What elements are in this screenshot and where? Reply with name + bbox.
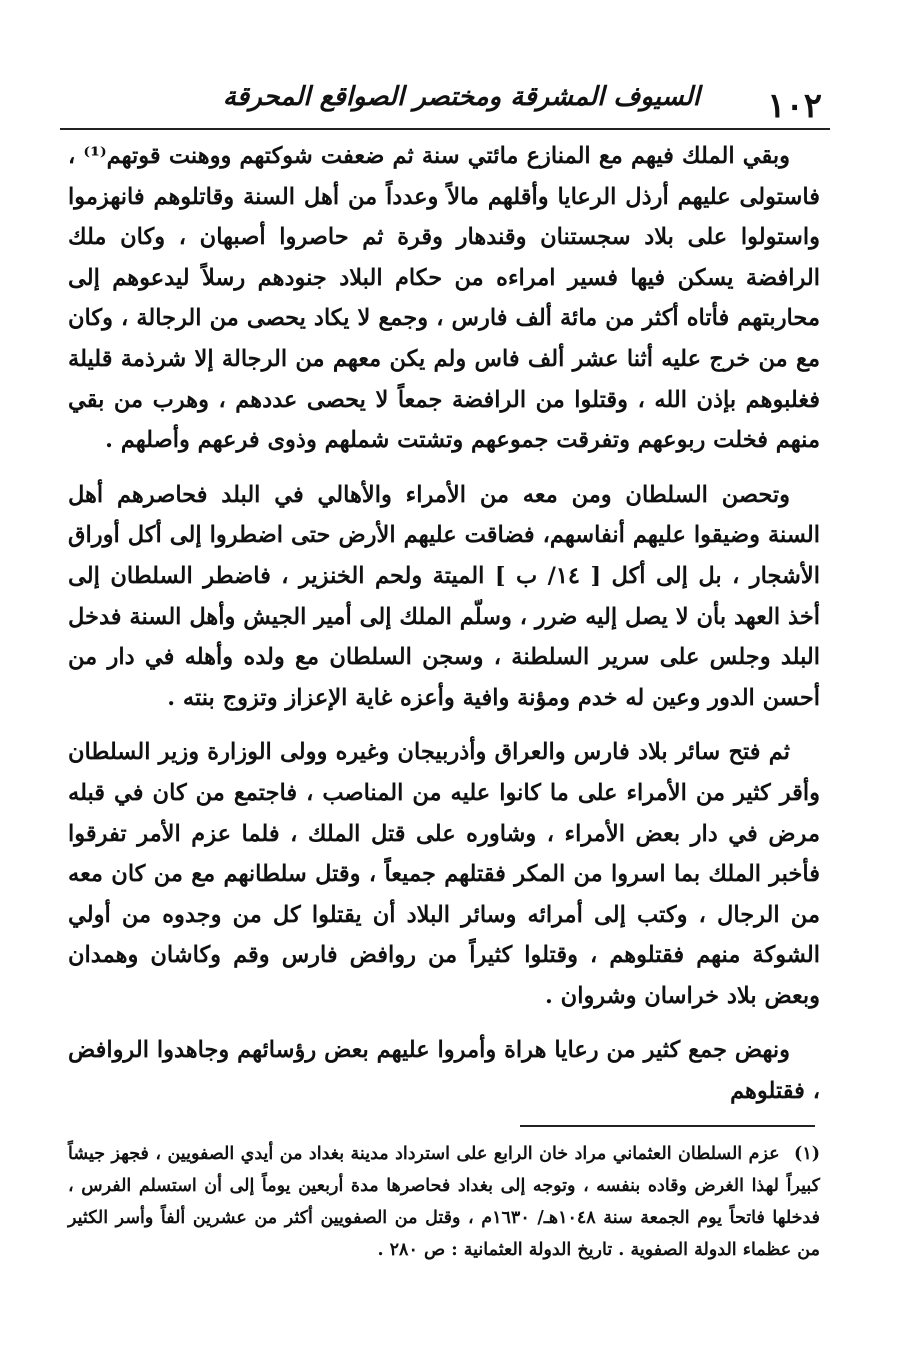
main-text bbox=[68, 136, 820, 1124]
running-title: السيوف المشرقة ومختصر الصواقع المحرقة bbox=[222, 82, 700, 112]
footnote bbox=[68, 1138, 820, 1266]
footnote-marker: (١) bbox=[794, 1144, 820, 1164]
footnote-separator bbox=[520, 1125, 815, 1127]
footnote-text: عزم السلطان العثماني مراد خان الرابع على استرداد مدينة بغداد من أيدي الصفويين ، فجهز جيشاً كبيراً لهذا الغرض وقاده بنفسه ، وتوجه إلى بغداد فحاصرها مدة أربعين يوماً إلى أن استسلم الفرس ، فدخلها فاتحاً يوم الجمعة سنة ١٠٤٨هـ/ ١٦٣٠م ، وقتل من الصفويين أكثر من عشرين ألفاً وأسر الكثير من عظماء الدولة الصفوية . تاريخ الدولة العثمانية : ص ٢٨٠ . bbox=[68, 1144, 820, 1260]
header-rule bbox=[60, 128, 830, 130]
footnotes bbox=[68, 1138, 820, 1266]
page-number: ١٠٢ bbox=[767, 86, 822, 126]
paragraph: وتحصن السلطان ومن معه من الأمراء والأهالي في البلد فحاصرهم أهل السنة وضيقوا عليهم أنفاسهم، فضاقت عليهم الأرض حتى اضطروا إلى أكل أوراق الأشجار ، بل إلى أكل [ ١٤/ ب ] الميتة ولحم الخنزير ، فاضطر السلطان إلى أخذ العهد بأن لا يصل إليه ضرر ، وسلّم الملك إلى أمير الجيش وأهل السنة فدخل البلد وجلس على سرير السلطنة ، وسجن السلطان مع ولده وأهله في دار من أحسن الدور وعين له خدم ومؤنة وافية وأعزه غاية الإعزاز وتزوج بنته . bbox=[68, 481, 820, 711]
paragraph: ثم فتح سائر بلاد فارس والعراق وأذربيجان وغيره وولى الوزارة وزير السلطان وأقر كثير من الأمراء على ما كانوا عليه من المناصب ، فاجتمع من كان في قبله مرض في دار بعض الأمراء ، وشاوره على قتل الملك ، فلما عزم الأمر تفرقوا فأخبر الملك بما اسروا من المكر فقتلهم جميعاً ، وقتل سلطانهم مع من كان معه من الرجال ، وكتب إلى أمرائه وسائر البلاد أن يقتلوا كل من وجدوه من أولي الشوكة منهم فقتلوهم ، وقتلوا كثيراً من روافض فارس وقم وكاشان وهمدان وبعض بلاد خراسان وشروان . bbox=[68, 739, 820, 1009]
paragraph: وبقي الملك فيهم مع المنازع مائتي سنة ثم ضعفت شوكتهم ووهنت قوتهم⁽¹⁾ ، فاستولى عليهم أرذل الرعايا وأقلهم مالاً وعدداً من أهل السنة وقاتلوهم فانهزموا واستولوا على بلاد سجستنان وقندهار وقرة ثم حاصروا أصبهان ، وكان ملك الرافضة يسكن فيها فسير امراءه من حكام البلاد جنودهم رسلاً ليدعوهم إلى محاربتهم فأتاه أكثر من مائة ألف فارس ، وجمع لا يكاد يحصى من الرجالة ، وكان مع من خرج عليه أثنا عشر ألف فاس ولم يكن معهم من الرجالة إلا شرذمة قليلة فغلبوهم بإذن الله ، وقتلوا من الرافضة جمعاً لا يحصى عددهم ، وهرب من بقي منهم فخلت ربوعهم وتفرقت جموعهم وتشتت شملهم وذوى فرعهم وأصلهم . bbox=[68, 143, 820, 454]
page-header bbox=[60, 78, 830, 130]
paragraph: ونهض جمع كثير من رعايا هراة وأمروا عليهم بعض رؤسائهم وجاهدوا الروافض ، فقتلوهم bbox=[68, 1037, 820, 1105]
